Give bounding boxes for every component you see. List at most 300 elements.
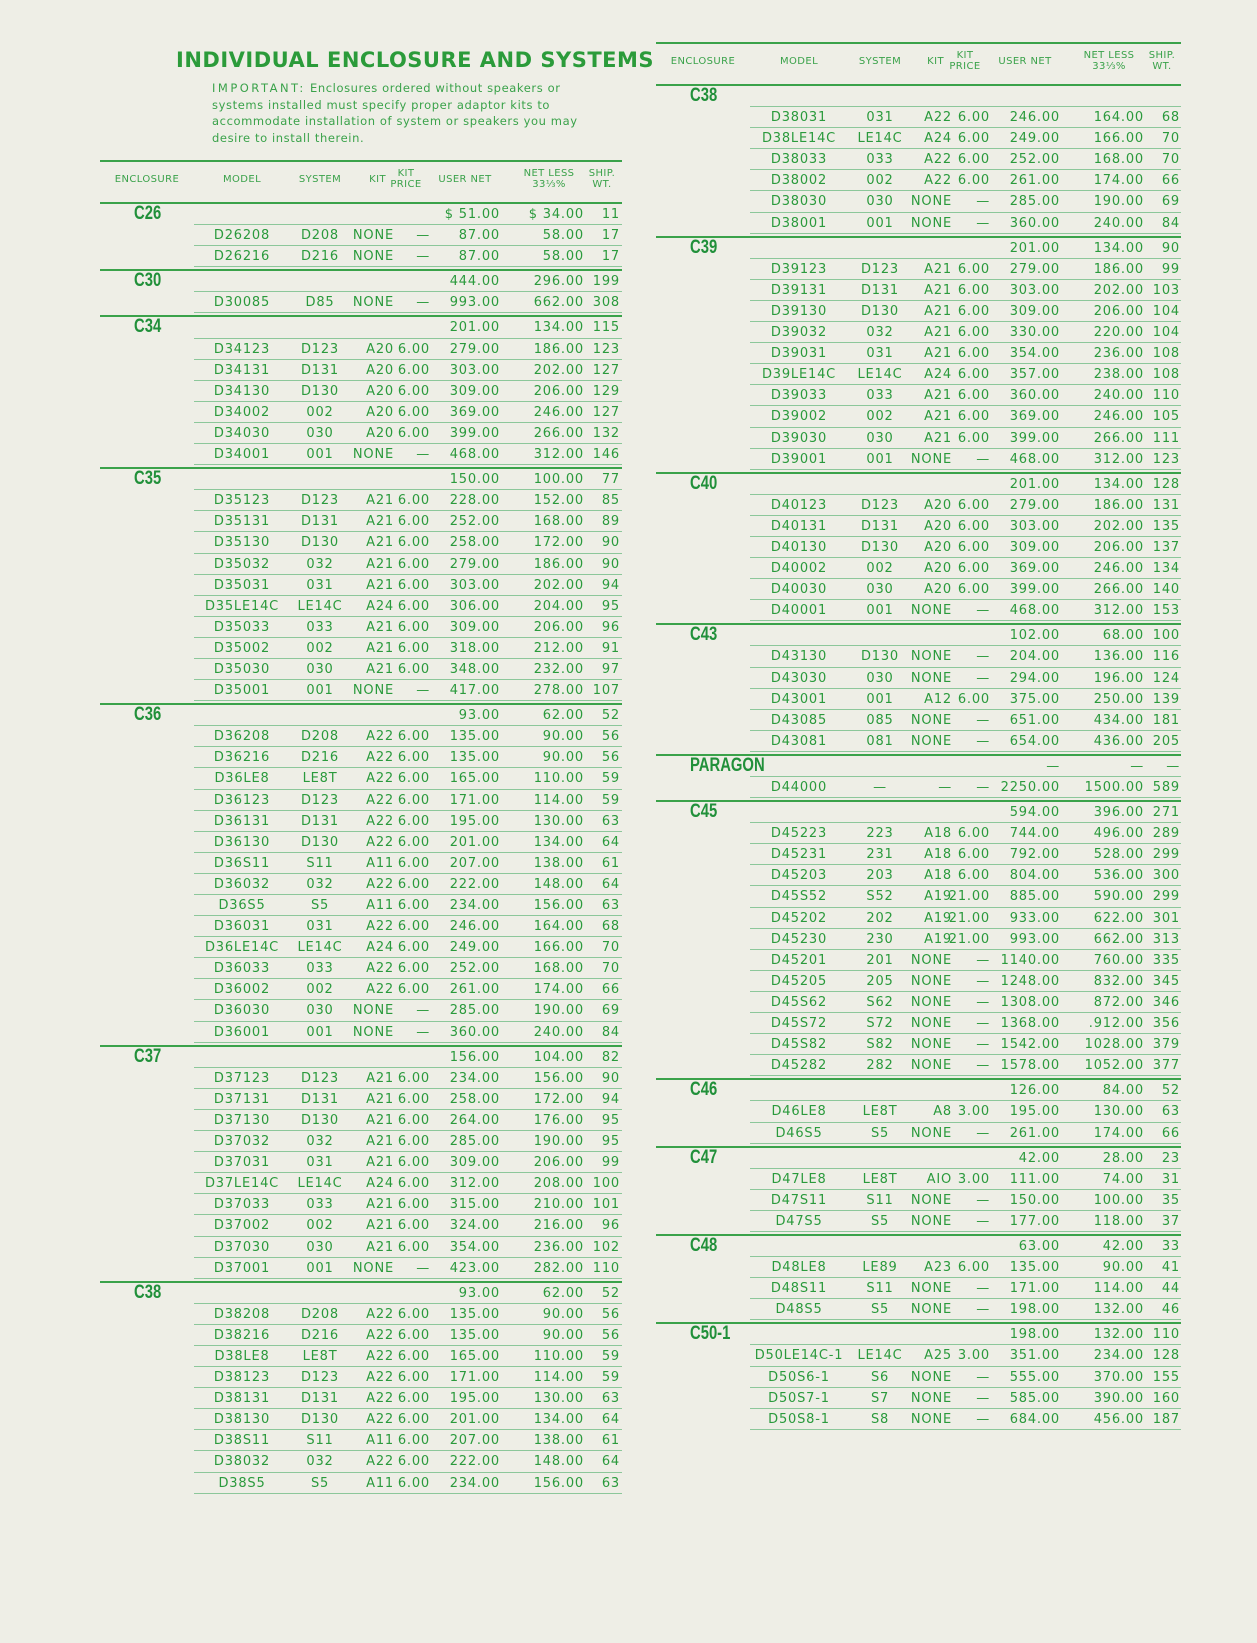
net-less-cell: 436.00 [1093, 733, 1144, 749]
kit-cell: A25 [924, 1348, 952, 1364]
system-cell: S11 [866, 1281, 894, 1297]
net-less-cell: 100.00 [533, 472, 584, 488]
kit-price-cell: 6.00 [397, 577, 430, 593]
net-less-cell: 114.00 [533, 792, 584, 808]
net-less-cell: 166.00 [1093, 131, 1144, 147]
net-less-cell: 312.00 [1093, 451, 1144, 467]
ship-wt-cell: 335 [1152, 952, 1180, 968]
user-net-cell: 555.00 [1009, 1369, 1060, 1385]
model-cell: D34130 [213, 383, 271, 399]
table-row [656, 865, 1181, 886]
kit-cell: NONE [910, 451, 952, 467]
table-row [100, 659, 622, 680]
net-less-cell: 246.00 [1093, 561, 1144, 577]
kit-cell: NONE [910, 1411, 952, 1427]
ship-wt-cell: 96 [601, 619, 620, 635]
ship-wt-cell: 94 [601, 577, 620, 593]
table-row [100, 423, 622, 444]
kit-cell: A20 [924, 582, 952, 598]
kit-cell: NONE [910, 1213, 952, 1229]
user-net-cell: 744.00 [1009, 826, 1060, 842]
model-cell: D36216 [213, 750, 271, 766]
ship-wt-cell: 101 [592, 1197, 620, 1213]
system-cell: S11 [306, 1433, 334, 1449]
table-row [656, 1388, 1181, 1409]
user-net-cell: 399.00 [1009, 430, 1060, 446]
kit-price-cell: 6.00 [397, 898, 430, 913]
ship-wt-cell: 61 [601, 855, 620, 871]
ship-wt-cell: 52 [601, 708, 620, 724]
model-cell: D36LE8 [214, 771, 270, 787]
kit-price-cell: — [416, 447, 430, 463]
kit-cell: NONE [910, 649, 952, 665]
kit-cell: NONE [352, 1003, 394, 1019]
kit-price-cell: 6.00 [957, 826, 990, 842]
net-less-cell: 156.00 [533, 1070, 584, 1086]
kit-cell: A22 [366, 1370, 394, 1386]
user-net-cell: 594.00 [1009, 805, 1060, 821]
kit-price-cell: 6.00 [957, 409, 990, 425]
user-net-cell: 165.00 [449, 1348, 500, 1364]
row-line [194, 1042, 622, 1043]
system-cell: 002 [866, 409, 894, 425]
section-c34 [100, 315, 622, 465]
ship-wt-cell: 52 [601, 1285, 620, 1301]
table-row [100, 1152, 622, 1173]
ship-wt-cell: 63 [601, 1391, 620, 1407]
row-line [750, 1319, 1181, 1320]
kit-cell: A22 [366, 961, 394, 977]
header-net-less-line1: NET LESS [523, 168, 575, 179]
user-net-cell: 252.00 [449, 514, 500, 530]
kit-cell: A21 [366, 1112, 394, 1128]
ship-wt-cell: 64 [601, 1454, 620, 1470]
section-c47 [656, 1146, 1181, 1232]
kit-price-cell: — [416, 1260, 430, 1276]
system-cell: 031 [306, 1155, 334, 1171]
table-row [656, 1409, 1181, 1430]
system-cell: 032 [306, 876, 334, 892]
system-cell: 031 [866, 346, 894, 362]
model-cell: D40002 [770, 561, 828, 577]
enclosure-name: C39 [690, 236, 718, 258]
table-row [656, 280, 1181, 301]
net-less-cell: 208.00 [533, 1176, 584, 1192]
model-cell: D45230 [770, 931, 828, 947]
model-cell: D40123 [770, 497, 828, 513]
model-cell: D37LE14C [204, 1176, 280, 1192]
model-cell: D45282 [770, 1058, 828, 1074]
kit-price-cell: 6.00 [397, 404, 430, 420]
user-net-cell: 399.00 [449, 425, 500, 441]
table-row [656, 385, 1181, 406]
user-net-cell: 234.00 [449, 1475, 500, 1491]
net-less-cell: 110.00 [533, 771, 584, 787]
ship-wt-cell: 356 [1152, 1016, 1180, 1032]
net-less-cell: 202.00 [533, 577, 584, 593]
system-cell: S52 [866, 889, 894, 905]
kit-price-cell: 6.00 [397, 598, 430, 614]
model-cell: D40130 [770, 539, 828, 555]
ship-wt-cell: 127 [592, 404, 620, 420]
kit-price-cell: — [976, 994, 990, 1010]
ship-wt-cell: 63 [601, 1475, 620, 1491]
ship-wt-cell: 128 [1152, 476, 1180, 492]
user-net-cell: 468.00 [449, 447, 500, 463]
kit-cell: NONE [352, 295, 394, 311]
table-row [656, 170, 1181, 191]
kit-price-cell: 6.00 [397, 1454, 430, 1470]
system-cell: 032 [866, 325, 894, 341]
kit-cell: A21 [924, 282, 952, 298]
table-row [100, 271, 622, 292]
kit-price-cell: 6.00 [397, 1239, 430, 1255]
section-c50-1 [656, 1322, 1181, 1429]
system-cell: D131 [300, 362, 340, 378]
ship-wt-cell: 77 [601, 472, 620, 488]
kit-price-cell: — [416, 249, 430, 265]
kit-cell: NONE [910, 1037, 952, 1053]
kit-cell: NONE [352, 1024, 394, 1040]
kit-cell: NONE [910, 712, 952, 728]
model-cell: D40001 [770, 603, 828, 619]
model-cell: D34030 [213, 425, 271, 441]
model-cell: D36123 [213, 792, 271, 808]
ship-wt-cell: 31 [1161, 1171, 1180, 1187]
user-net-cell: 258.00 [449, 535, 500, 551]
model-cell: D45205 [770, 973, 828, 989]
net-less-cell: 28.00 [1102, 1150, 1144, 1166]
kit-price-cell: — [976, 712, 990, 728]
model-cell: D45201 [770, 952, 828, 968]
row-line [750, 1231, 1181, 1232]
model-cell: D38030 [770, 194, 828, 210]
section-c48 [656, 1234, 1181, 1320]
kit-price-cell: 6.00 [397, 1112, 430, 1128]
header-net-less-line2: 33⅓% [532, 179, 566, 190]
ship-wt-cell: 63 [601, 898, 620, 913]
table-row [656, 259, 1181, 280]
enclosure-name: C40 [690, 472, 718, 494]
user-net-cell: 135.00 [449, 1327, 500, 1343]
right-price-table [656, 42, 1181, 1430]
user-net-cell: 792.00 [1009, 847, 1060, 863]
table-row [656, 1324, 1181, 1345]
user-net-cell: 360.00 [1009, 388, 1060, 404]
kit-cell: A21 [366, 1070, 394, 1086]
model-cell: D35001 [213, 683, 271, 699]
table-row [656, 406, 1181, 427]
enclosure-name: C45 [690, 801, 718, 823]
ship-wt-cell: 56 [601, 729, 620, 745]
ship-wt-cell: 61 [601, 1433, 620, 1449]
header-user-net: USER NET [998, 56, 1052, 67]
kit-cell: A21 [366, 577, 394, 593]
system-cell: D130 [300, 535, 340, 551]
ship-wt-cell: 299 [1152, 847, 1180, 863]
ship-wt-cell: 99 [1161, 261, 1180, 277]
net-less-cell: 134.00 [533, 320, 584, 336]
kit-price-cell: 6.00 [397, 493, 430, 509]
net-less-cell: 832.00 [1093, 973, 1144, 989]
ship-wt-cell: 300 [1152, 868, 1180, 884]
kit-price-cell: 6.00 [397, 855, 430, 871]
ship-wt-cell: 160 [1152, 1390, 1180, 1406]
kit-price-cell: 6.00 [397, 1433, 430, 1449]
table-row [656, 1034, 1181, 1055]
kit-price-cell: 6.00 [957, 110, 990, 126]
system-cell: S5 [310, 1475, 330, 1491]
ship-wt-cell: 110 [1152, 388, 1180, 404]
net-less-cell: 164.00 [1093, 110, 1144, 126]
kit-cell: A21 [924, 346, 952, 362]
user-net-cell: 399.00 [1009, 582, 1060, 598]
user-net-cell: 1308.00 [1000, 994, 1060, 1010]
kit-price-cell: 6.00 [957, 173, 990, 189]
system-cell: D123 [300, 341, 340, 357]
net-less-cell: 90.00 [542, 1306, 584, 1322]
table-row [100, 874, 622, 895]
table-row [656, 1299, 1181, 1320]
net-less-cell: 134.00 [533, 1412, 584, 1428]
system-cell: S82 [866, 1037, 894, 1053]
ship-wt-cell: 82 [601, 1049, 620, 1065]
table-row [656, 950, 1181, 971]
user-net-cell: 303.00 [449, 577, 500, 593]
enclosure-name: C35 [134, 468, 162, 490]
kit-cell: A21 [366, 1218, 394, 1234]
user-net-cell: 198.00 [1009, 1327, 1060, 1343]
net-less-cell: 136.00 [1093, 649, 1144, 665]
model-cell: D38S5 [218, 1475, 266, 1491]
kit-price-cell: — [976, 1302, 990, 1318]
kit-cell: A21 [924, 388, 952, 404]
row-line [750, 1429, 1181, 1430]
row-line [194, 464, 622, 465]
ship-wt-cell: 63 [1161, 1104, 1180, 1120]
ship-wt-cell: 17 [601, 249, 620, 265]
net-less-cell: 236.00 [1093, 346, 1144, 362]
kit-cell: A20 [924, 518, 952, 534]
net-less-cell: 172.00 [533, 1091, 584, 1107]
kit-cell: A24 [924, 367, 952, 383]
kit-price-cell: — [416, 1003, 430, 1019]
system-cell: 033 [306, 1197, 334, 1213]
kit-cell: NONE [910, 733, 952, 749]
kit-cell: A18 [924, 847, 952, 863]
kit-price-cell: — [976, 1213, 990, 1229]
table-row [656, 301, 1181, 322]
net-less-cell: 138.00 [533, 855, 584, 871]
table-row [100, 1409, 622, 1430]
table-row [656, 516, 1181, 537]
system-cell: 033 [866, 152, 894, 168]
table-row [656, 823, 1181, 844]
section-c35 [100, 467, 622, 701]
table-row [100, 246, 622, 267]
user-net-cell: 222.00 [449, 1454, 500, 1470]
kit-cell: A21 [924, 261, 952, 277]
system-cell: D130 [860, 539, 900, 555]
table-row [656, 1236, 1181, 1257]
model-cell: D34001 [213, 447, 271, 463]
user-net-cell: 135.00 [449, 729, 500, 745]
table-header [100, 160, 622, 200]
kit-cell: A22 [366, 1391, 394, 1407]
header-kit-price-line1: KIT [397, 168, 415, 179]
kit-cell: A20 [366, 362, 394, 378]
kit-cell: A21 [924, 303, 952, 319]
system-cell: S5 [310, 898, 330, 913]
kit-price-cell: — [976, 780, 990, 795]
ship-wt-cell: 110 [1152, 1327, 1180, 1343]
model-cell: D39130 [770, 303, 828, 319]
model-cell: D39123 [770, 261, 828, 277]
user-net-cell: 360.00 [449, 1024, 500, 1040]
user-net-cell: 207.00 [449, 1433, 500, 1449]
net-less-cell: 238.00 [1093, 367, 1144, 383]
net-less-cell: 110.00 [533, 1348, 584, 1364]
system-cell: D85 [305, 295, 335, 311]
kit-price-cell: 6.00 [397, 514, 430, 530]
system-cell: LE14C [857, 131, 903, 147]
section-c45 [656, 800, 1181, 1076]
model-cell: D38123 [213, 1370, 271, 1386]
system-cell: 032 [306, 1454, 334, 1470]
table-row [100, 1000, 622, 1021]
system-cell: 001 [866, 691, 894, 707]
ship-wt-cell: 123 [1152, 451, 1180, 467]
kit-cell: NONE [910, 1369, 952, 1385]
ship-wt-cell: 377 [1152, 1058, 1180, 1074]
table-row [656, 600, 1181, 621]
row-line [194, 700, 622, 701]
net-less-cell: 278.00 [533, 683, 584, 699]
user-net-cell: 150.00 [449, 472, 500, 488]
section-c39 [656, 236, 1181, 470]
ship-wt-cell: 66 [1161, 1125, 1180, 1141]
header-system: SYSTEM [298, 174, 342, 185]
user-net-cell: 63.00 [1018, 1238, 1060, 1254]
ship-wt-cell: 127 [592, 362, 620, 378]
system-cell: 282 [866, 1058, 894, 1074]
user-net-cell: 195.00 [449, 813, 500, 829]
net-less-cell: 62.00 [542, 708, 584, 724]
table-row [656, 1278, 1181, 1299]
kit-price-cell: 6.00 [397, 750, 430, 766]
system-cell: D130 [300, 834, 340, 850]
kit-price-cell: — [416, 1024, 430, 1040]
ship-wt-cell: 37 [1161, 1213, 1180, 1229]
system-cell: 030 [866, 582, 894, 598]
ship-wt-cell: 56 [601, 1327, 620, 1343]
user-net-cell: 417.00 [449, 683, 500, 699]
header-ship-wt [1144, 50, 1180, 72]
ship-wt-cell: 123 [592, 341, 620, 357]
model-cell: D45231 [770, 847, 828, 863]
kit-price-cell: 6.00 [957, 518, 990, 534]
net-less-cell: 662.00 [1093, 931, 1144, 947]
model-cell: D36130 [213, 834, 271, 850]
ship-wt-cell: 59 [601, 1348, 620, 1364]
system-cell: D123 [860, 497, 900, 513]
kit-price-cell: — [976, 973, 990, 989]
table-row [100, 853, 622, 874]
table-row [656, 1367, 1181, 1388]
net-less-cell: 206.00 [1093, 303, 1144, 319]
header-model: MODEL [779, 56, 819, 67]
system-cell: LE8T [302, 1348, 338, 1364]
table-row [100, 1346, 622, 1367]
user-net-cell: 87.00 [458, 249, 500, 265]
ship-wt-cell: 95 [601, 1112, 620, 1128]
model-cell: D39131 [770, 282, 828, 298]
model-cell: D37002 [213, 1218, 271, 1234]
net-less-cell: 206.00 [533, 619, 584, 635]
model-cell: D45223 [770, 826, 828, 842]
user-net-cell: 315.00 [449, 1197, 500, 1213]
model-cell: D43001 [770, 691, 828, 707]
net-less-cell: 190.00 [1093, 194, 1144, 210]
row-line [194, 1493, 622, 1494]
enclosure-name: C37 [134, 1045, 162, 1067]
kit-price-cell: — [976, 1058, 990, 1074]
kit-cell: NONE [352, 228, 394, 244]
system-cell: 203 [866, 868, 894, 884]
ship-wt-cell: 69 [1161, 194, 1180, 210]
model-cell: D36002 [213, 982, 271, 998]
table-row [100, 1388, 622, 1409]
user-net-cell: 228.00 [449, 493, 500, 509]
table-row [100, 511, 622, 532]
table-row [100, 1068, 622, 1089]
system-cell: D123 [300, 792, 340, 808]
kit-price-cell: 6.00 [957, 131, 990, 147]
kit-cell: NONE [352, 1260, 394, 1276]
net-less-cell: 312.00 [533, 447, 584, 463]
ship-wt-cell: — [1166, 758, 1180, 774]
model-cell: D35130 [213, 535, 271, 551]
kit-cell: A20 [924, 539, 952, 555]
kit-cell: A12 [924, 691, 952, 707]
net-less-cell: 130.00 [533, 1391, 584, 1407]
model-cell: D39033 [770, 388, 828, 404]
kit-price-cell: 6.00 [397, 1412, 430, 1428]
model-cell: D50LE14C-1 [754, 1348, 844, 1364]
net-less-cell: 68.00 [1102, 628, 1144, 644]
system-cell: D208 [300, 729, 340, 745]
table-row [100, 1430, 622, 1451]
system-cell: 001 [866, 603, 894, 619]
kit-price-cell: 6.00 [397, 1475, 430, 1491]
model-cell: D38130 [213, 1412, 271, 1428]
model-cell: D44000 [770, 780, 828, 795]
model-cell: D38LE14C [761, 131, 837, 147]
table-row [100, 204, 622, 225]
row-line [194, 1278, 622, 1279]
kit-cell: A24 [366, 598, 394, 614]
user-net-cell: 171.00 [1009, 1281, 1060, 1297]
table-row [656, 213, 1181, 234]
kit-cell: A21 [924, 430, 952, 446]
system-cell: S5 [870, 1213, 890, 1229]
user-net-cell: 309.00 [449, 1155, 500, 1171]
model-cell: D50S7-1 [768, 1390, 830, 1406]
user-net-cell: 885.00 [1009, 889, 1060, 905]
kit-cell: NONE [910, 973, 952, 989]
system-cell: LE89 [862, 1260, 898, 1276]
row-line [750, 751, 1181, 752]
